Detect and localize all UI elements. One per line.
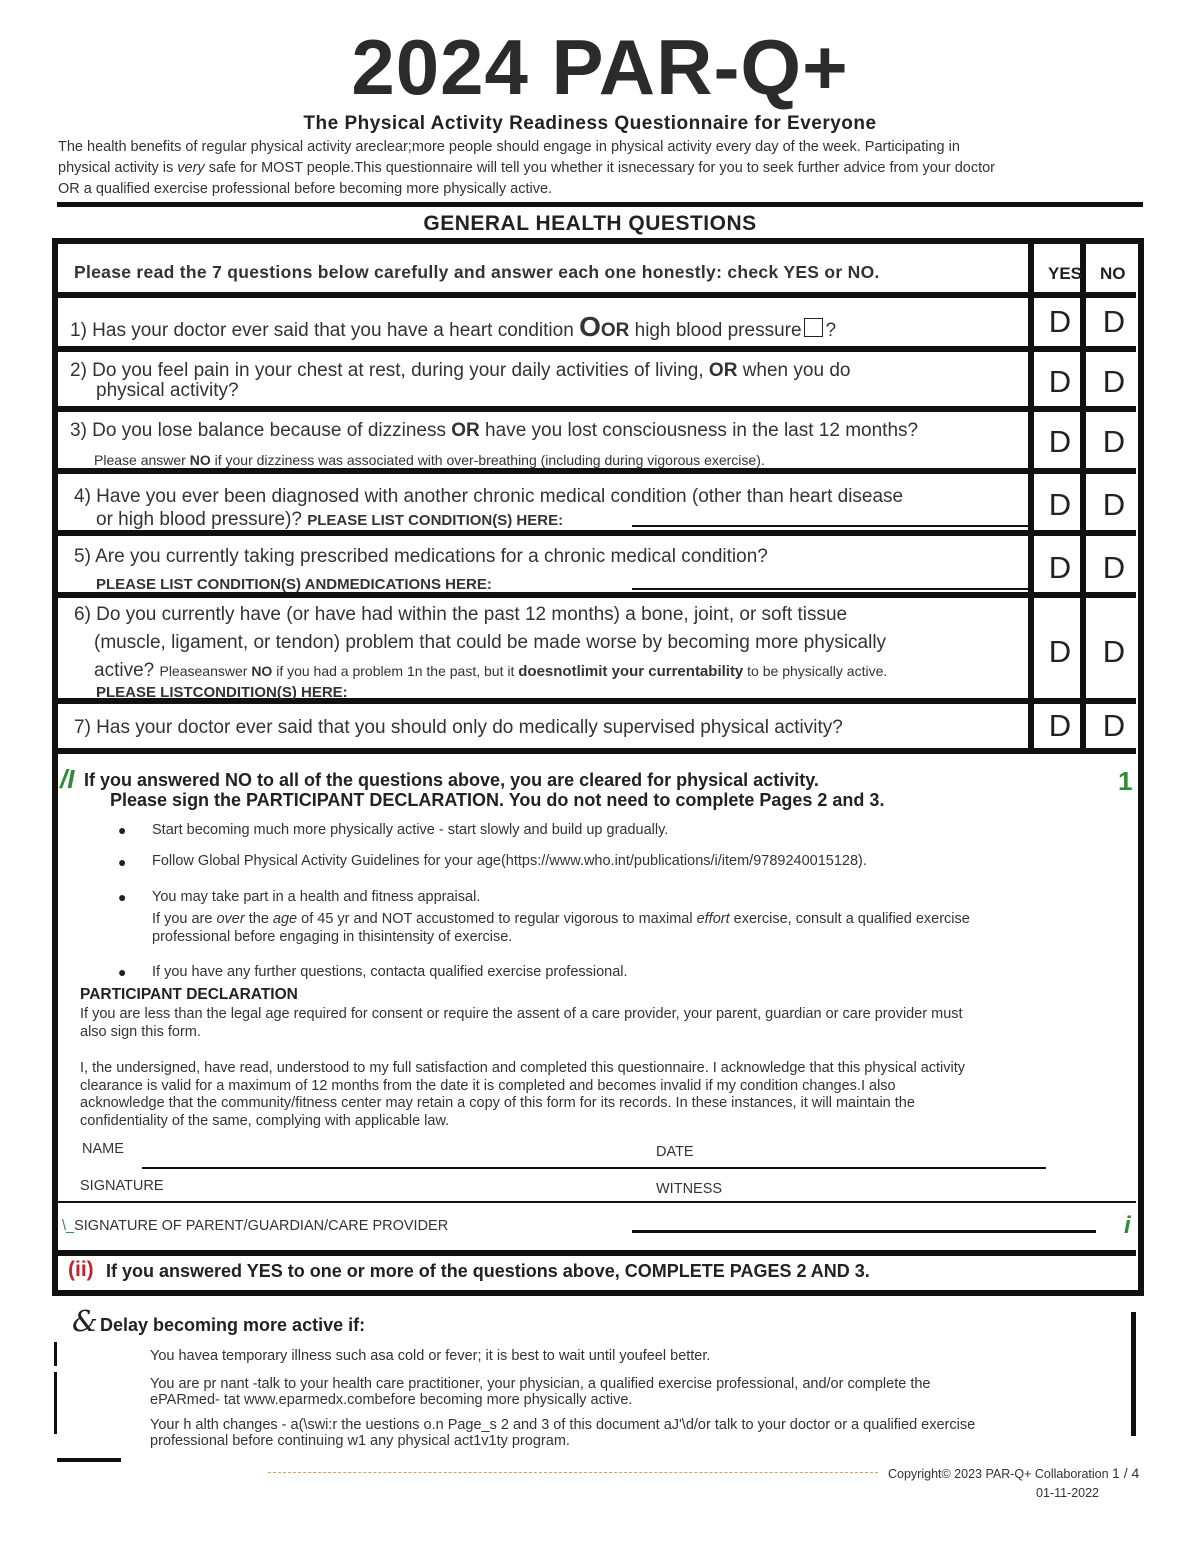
bullet-subtext: the	[244, 911, 273, 927]
yes-cell[interactable]	[1040, 352, 1086, 406]
question-note: Please answer	[94, 452, 190, 468]
bullet-text-4: If you have any further questions, contacta qualified exercise professional.	[152, 964, 628, 980]
bullet-emphasis: age	[272, 911, 298, 927]
question-3-line-2	[94, 449, 765, 471]
question-6-line-1: 6) Do you currently have (or have had within the past 12 months) a bone, joint, or soft tissue	[74, 604, 848, 625]
question-row-2	[58, 352, 1136, 412]
delay-right-bar	[1131, 1312, 1136, 1436]
yes-cell[interactable]	[1040, 412, 1086, 468]
question-note: to be physically active.	[743, 663, 888, 679]
or-word: OR	[451, 420, 480, 441]
no-checkbox-4[interactable]: D	[1102, 487, 1126, 522]
bullet-subtext: exercise, consult a qualified exercise	[729, 911, 970, 927]
yes-cell[interactable]	[1040, 474, 1086, 530]
yes-checkbox-2[interactable]: D	[1048, 364, 1072, 399]
checkbox-icon[interactable]	[804, 318, 823, 337]
copyright-text: Copyright© 2023 PAR-Q+ Collaboration	[888, 1467, 1109, 1481]
question-5-line-2: PLEASE LIST CONDITION(S) ANDMEDICATIONS HERE:	[96, 576, 492, 593]
declaration-line: also sign this form.	[80, 1023, 201, 1040]
question-row-7	[58, 704, 1136, 754]
no-cell[interactable]	[1092, 298, 1136, 346]
intro-emphasis: very	[177, 160, 205, 176]
question-4-line-2	[96, 509, 563, 532]
question-cell	[58, 474, 1034, 530]
delay-line: ePARmed- tat www.eparmedx.combefore becoming more physically active.	[150, 1392, 633, 1408]
question-text: 3) Do you lose balance because of dizziness	[70, 420, 452, 441]
no-cell[interactable]	[1092, 704, 1136, 748]
or-word: OR	[600, 320, 630, 341]
ampersand-icon: &	[72, 1304, 98, 1338]
declaration-line: I, the undersigned, have read, understood to my full satisfaction and completed this questionnaire. I acknowledge that this physical activity	[80, 1060, 966, 1076]
parent-signature-line[interactable]	[632, 1230, 1096, 1233]
declaration-line: confidentiality of the same, complying with applicable law.	[80, 1112, 450, 1129]
question-text: have you lost consciousness in the last 12 months?	[479, 420, 919, 441]
roman-two-marker: (ii)	[68, 1258, 94, 1281]
question-3-line-1	[70, 420, 918, 442]
intro-line-2	[58, 158, 1148, 179]
yes-checkbox-7[interactable]: D	[1048, 708, 1072, 743]
bullet-text-3: You may take part in a health and fitness appraisal.	[152, 889, 481, 905]
footer-copyright	[888, 1465, 1139, 1481]
bullet-subtext: If you are	[152, 911, 217, 927]
question-row-5	[58, 536, 1136, 598]
delay-line: professional before continuing w1 any physical act1v1ty program.	[150, 1433, 570, 1449]
bullet-icon: ●	[118, 964, 127, 980]
footer-left-rule	[57, 1458, 121, 1462]
yes-cell[interactable]	[1040, 298, 1086, 346]
yes-checkbox-5[interactable]: D	[1048, 550, 1072, 585]
witness-label: WITNESS	[656, 1181, 723, 1197]
declaration-paragraph-1	[80, 1006, 1130, 1041]
cleared-subheading: Please sign the PARTICIPANT DECLARATION. You do not need to complete Pages 2 and 3.	[110, 790, 885, 810]
no-header-cell	[1092, 244, 1136, 292]
intro-text: safe for MOST people.This questionnaire will tell you whether it isnecessary for you to seek further advice from your doctor	[204, 160, 996, 176]
signature-line[interactable]	[58, 1201, 1136, 1203]
question-2-line-1	[70, 360, 850, 382]
no-checkbox-1[interactable]: D	[1102, 304, 1126, 339]
instruction-text: Please read the 7 questions below carefully and answer each one honestly: check YES or NO.	[74, 262, 880, 282]
no-cell[interactable]	[1092, 352, 1136, 406]
delay-heading: Delay becoming more active if:	[100, 1315, 366, 1335]
delay-item-2	[150, 1376, 931, 1408]
bullet-icon: ●	[118, 889, 127, 905]
question-cell	[58, 298, 1034, 346]
no-word: NO	[251, 663, 273, 679]
no-cell[interactable]	[1092, 598, 1136, 698]
question-5-line-1: 5) Are you currently taking prescribed medications for a chronic medical condition?	[74, 546, 768, 567]
no-cell[interactable]	[1092, 536, 1136, 592]
question-cell	[58, 412, 1034, 468]
bullet-text-3-sub-2: professional before engaging in thisintensity of exercise.	[152, 929, 513, 945]
no-checkbox-3[interactable]: D	[1102, 424, 1126, 459]
no-cell[interactable]	[1092, 412, 1136, 468]
question-cell	[58, 704, 1034, 748]
bullet-icon: ●	[118, 822, 127, 838]
yes-cell[interactable]	[1040, 704, 1086, 748]
name-date-input-line[interactable]	[142, 1167, 1046, 1169]
intro-paragraph	[58, 137, 1148, 200]
declaration-title: PARTICIPANT DECLARATION	[80, 986, 298, 1003]
question-text: active?	[94, 660, 160, 681]
list-condition-label: PLEASE LIST CONDITION(S) HERE:	[307, 512, 564, 529]
question-6-line-4: PLEASE LISTCONDITION(S) HERE:	[96, 684, 348, 701]
question-cell	[58, 352, 1034, 406]
intro-line-1: The health benefits of regular physical activity areclear;more people should engage in physical activity every day of the week. Participating in	[58, 139, 960, 155]
parent-signature-label: SIGNATURE OF PARENT/GUARDIAN/CARE PROVIDER	[74, 1218, 449, 1234]
bullet-icon: ●	[118, 854, 127, 870]
question-text: high blood pressure	[629, 320, 802, 341]
question-note: if you had a problem 1n the past, but it	[272, 663, 519, 679]
header-rule	[57, 202, 1143, 207]
yes-checkbox-6[interactable]: D	[1048, 634, 1072, 669]
parent-signature-row	[62, 1218, 448, 1234]
question-7-text: 7) Has your doctor ever said that you should only do medically supervised physical activity?	[74, 717, 843, 738]
declaration-line: acknowledge that the community/fitness center may retain a copy of this form for its records. In these instances, it will maintain the	[80, 1095, 915, 1111]
question-6-line-2: (muscle, ligament, or tendon) problem that could be made worse by becoming more physically	[94, 632, 887, 653]
signature-label: SIGNATURE	[80, 1178, 164, 1194]
delay-line: You are pr nant -talk to your health care practitioner, your physician, a qualified exercise professional, and/or complete the	[150, 1376, 931, 1392]
declaration-line: If you are less than the legal age required for consent or require the assent of a care provider, your parent, guardian or care provider must	[80, 1006, 963, 1022]
question-row-3	[58, 412, 1136, 474]
checkmark-right-icon: 1	[1118, 766, 1133, 796]
intro-line-3: OR a qualified exercise professional before becoming more physically active.	[58, 181, 553, 197]
question-text: 1) Has your doctor ever said that you have a heart condition	[70, 320, 580, 341]
question-cell	[58, 536, 1034, 592]
emphasis-note: doesnotlimit your currentability	[518, 663, 744, 680]
name-label: NAME	[82, 1141, 124, 1157]
no-cell[interactable]	[1092, 474, 1136, 530]
question-note: if your dizziness was associated with over-breathing (including during vigorous exercise).	[210, 452, 765, 468]
yes-cell[interactable]	[1040, 536, 1086, 592]
medication-write-line[interactable]	[632, 588, 1028, 590]
yes-header-cell	[1040, 244, 1086, 292]
condition-write-line[interactable]	[632, 525, 1028, 527]
checkmark-mark-icon: i	[1124, 1212, 1131, 1239]
question-1-text	[70, 311, 837, 342]
yes-checkbox-4[interactable]: D	[1048, 487, 1072, 522]
no-checkbox-5[interactable]: D	[1102, 550, 1126, 585]
declaration-line: clearance is valid for a maximum of 12 months from the date it is completed and becomes invalid if my condition changes.I also	[80, 1077, 896, 1094]
yes-header: YES	[1048, 264, 1082, 283]
checkmark-left-icon: /I	[60, 764, 75, 794]
delay-left-bar-1	[54, 1342, 57, 1366]
delay-line: Your h alth changes - a(\swi:r the uestions o.n Page_s 2 and 3 of this document aJ'\d/or talk to your doctor or a qualified exercise	[150, 1417, 976, 1433]
question-text: when you do	[737, 360, 851, 381]
footer-date: 01-11-2022	[1036, 1486, 1100, 1500]
cleared-heading: If you answered NO to all of the questions above, you are cleared for physical activity.	[84, 770, 819, 790]
question-text: or high blood pressure)?	[96, 509, 308, 530]
delay-left-bar-2	[54, 1372, 57, 1434]
bullet-emphasis: over	[216, 911, 245, 927]
no-checkbox-6[interactable]: D	[1102, 634, 1126, 669]
no-checkbox-7[interactable]: D	[1102, 708, 1126, 743]
delay-item-3	[150, 1417, 975, 1449]
no-checkbox-2[interactable]: D	[1102, 364, 1126, 399]
question-text: ?	[825, 320, 837, 341]
question-note: Pleaseanswer	[159, 663, 252, 679]
footer-dashed-line	[268, 1472, 878, 1473]
no-header: NO	[1100, 264, 1126, 283]
or-marker: O	[579, 311, 601, 342]
yes-checkbox-3[interactable]: D	[1048, 424, 1072, 459]
date-label: DATE	[656, 1144, 694, 1160]
yes-notice-text: If you answered YES to one or more of the questions above, COMPLETE PAGES 2 AND 3.	[106, 1261, 870, 1281]
question-text: 2) Do you feel pain in your chest at rest, during your daily activities of living,	[70, 360, 709, 381]
question-2-line-2: physical activity?	[96, 380, 239, 401]
bullet-text-3-sub-1	[152, 911, 970, 929]
bullet-text-1: Start becoming much more physically active - start slowly and build up gradually.	[152, 822, 669, 838]
or-word: OR	[708, 360, 738, 381]
yes-notice-mark	[68, 1258, 94, 1282]
question-row-4	[58, 474, 1136, 536]
question-cell	[58, 598, 1034, 701]
yes-cell[interactable]	[1040, 598, 1086, 698]
declaration-paragraph-2	[80, 1060, 1130, 1130]
instruction-row	[58, 244, 1136, 298]
question-6-line-3	[94, 660, 887, 683]
parent-prefix-mark: \_	[62, 1218, 75, 1234]
yes-checkbox-1[interactable]: D	[1048, 304, 1072, 339]
page-number: 1 / 4	[1112, 1465, 1140, 1481]
section-title: GENERAL HEALTH QUESTIONS	[423, 212, 757, 235]
document-title: 2024 PAR-Q+	[351, 23, 849, 111]
question-4-line-1: 4) Have you ever been diagnosed with another chronic medical condition (other than heart disease	[74, 486, 904, 507]
question-row-6	[58, 598, 1136, 704]
delay-item-1: You havea temporary illness such asa cold or fever; it is best to wait until youfeel better.	[150, 1348, 711, 1364]
question-row-1	[58, 298, 1136, 352]
bullet-emphasis: effort	[696, 911, 730, 927]
bullet-subtext: of 45 yr and NOT accustomed to regular vigorous to maximal	[297, 911, 697, 927]
document-subtitle: The Physical Activity Readiness Questionnaire for Everyone	[303, 113, 877, 134]
intro-text: physical activity is	[58, 160, 178, 176]
instruction-cell	[58, 244, 1034, 292]
no-word: NO	[189, 452, 211, 468]
bullet-text-2: Follow Global Physical Activity Guidelines for your age(https://www.who.int/publications/i/item/9789240015128).	[152, 853, 867, 869]
